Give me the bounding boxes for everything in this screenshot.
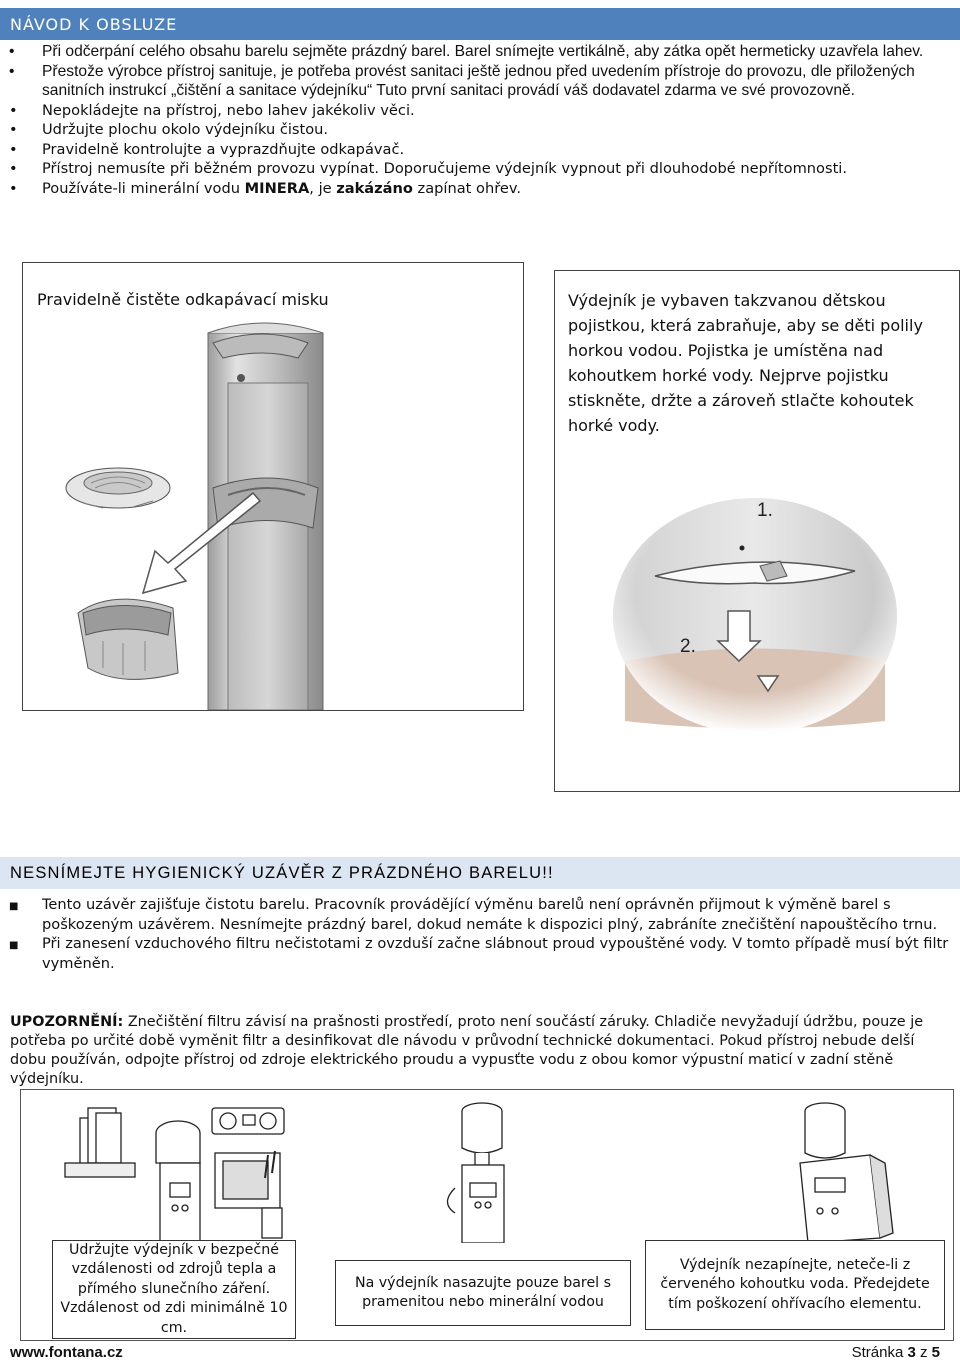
bullet-dot-icon: • xyxy=(9,62,15,80)
list-item: • Používáte-li minerální vodu MINERA, je zakázáno zapínat ohřev. xyxy=(9,179,521,197)
hygiene-list xyxy=(0,895,960,973)
step-2-label: 2. xyxy=(680,636,696,657)
child-lock-text: Výdejník je vybaven takzvanou dětskou pojistkou, která zabraňuje, aby se děti polily horkou vodou. Pojistka je umístěna nad kohoutkem horké vody. Nejprve pojistku stiskněte, držte a zároveň stlačte kohoutek horké vody. xyxy=(568,291,923,435)
page-number: Stránka 3 z 5 xyxy=(851,1344,940,1361)
dispenser-heat-illustration xyxy=(65,1108,284,1243)
bullet-square-icon: ■ xyxy=(9,901,19,912)
bullet-dot-icon: • xyxy=(9,101,18,119)
drip-tray-figure xyxy=(22,262,524,711)
section-heading-text: NÁVOD K OBSLUZE xyxy=(10,15,178,34)
child-lock-figure xyxy=(554,270,960,792)
drip-tray-illustration xyxy=(23,263,523,710)
dispenser-bottle-illustration xyxy=(448,1103,505,1243)
list-item: ■ Tento uzávěr zajišťuje čistotu barelu. Pracovník provádějící výměnu barelů není oprávněn přijmout k výměně barel s poškozeným uzávěrem. Nesnímejte prázdný barel, dokud nemáte k dispozici plný, zabráníte znečištění napouštěcího trnu. xyxy=(9,896,938,933)
bullet-dot-icon: • xyxy=(9,121,18,138)
bullet-square-icon: ■ xyxy=(9,940,19,951)
footer-url[interactable]: www.fontana.cz xyxy=(10,1344,123,1361)
warning-label: UPOZORNĚNÍ: xyxy=(10,1014,124,1030)
hygiene-heading-text: NESNÍMEJTE HYGIENICKÝ UZÁVĚR Z PRÁZDNÉHO BARELU!! xyxy=(10,864,554,882)
bullet-dot-icon: • xyxy=(9,160,18,177)
figure-caption: Pravidelně čistěte odkapávací misku xyxy=(37,290,329,309)
caption-bottle-type: Na výdejník nasazujte pouze barel s pramenitou nebo minerální vodou xyxy=(335,1260,631,1326)
bullet-dot-icon: • xyxy=(9,43,15,60)
caption-hot-tap: Výdejník nezapínejte, neteče-li z červeného kohoutku voda. Předejdete tím poškození ohřívacího elementu. xyxy=(645,1240,945,1330)
bullet-dot-icon: • xyxy=(9,140,18,158)
dispenser-illustrations xyxy=(0,1093,960,1243)
hygiene-heading xyxy=(0,857,960,889)
bullet-dot-icon: • xyxy=(9,179,18,197)
step-1-label: 1. xyxy=(757,500,773,521)
list-item: • Pravidelně kontrolujte a vyprazdňujte odkapávač. xyxy=(9,140,405,158)
list-item: ■ Při zanesení vzduchového filtru nečistotami z ovzduší začne slábnout proud vypouštěné vody. V tomto případě musí být filtr vyměněn. xyxy=(9,935,949,972)
caption-heat-distance: Udržujte výdejník v bezpečné vzdálenosti od zdrojů tepla a přímého slunečního záření. Vzdálenost od zdi minimálně 10 cm. xyxy=(52,1240,296,1339)
warning-text: Znečištění filtru závisí na prašnosti prostředí, proto není součástí záruky. Chladiče nevyžadují údržbu, pouze je potřeba po určité době vyměnit filtr a desinfikovat dle návodu v průvodní technické dokumentaci. Pokud přístroj nebude delší dobu používán, odpojte přístroj od zdroje elektrického proudu a vypusťte vodu z obou komor výpustní maticí v zadní stěně výdejníku. xyxy=(10,1014,924,1087)
page-footer xyxy=(10,1344,940,1361)
instruction-list xyxy=(0,42,960,198)
child-lock-illustration xyxy=(555,271,959,791)
list-item: • Udržujte plochu okolo výdejníku čistou. xyxy=(9,121,329,138)
list-item: • Přestože výrobce přístroj sanituje, je potřeba provést sanitaci ještě jednou před uvedením přístroje do provozu, dle přiložených sanitních instrukcí „čištění a sanitace výdejníku“ Tuto první sanitaci provádí váš dodavatel zdarma ve své provozovně. xyxy=(9,62,915,99)
list-item: • Přístroj nemusíte při běžném provozu vypínat. Doporučujeme výdejník vypnout při dlouhodobé nepřítomnosti. xyxy=(9,160,847,177)
dispenser-back-illustration xyxy=(800,1103,893,1243)
warning-paragraph xyxy=(10,1013,952,1089)
list-item: • Nepokládejte na přístroj, nebo lahev jakékoliv věci. xyxy=(9,101,415,119)
list-item: • Při odčerpání celého obsahu barelu sejměte prázdný barel. Barel snímejte vertikálně, aby zátka opět hermeticky uzavřela lahev. xyxy=(9,43,924,60)
section-heading xyxy=(0,8,960,40)
